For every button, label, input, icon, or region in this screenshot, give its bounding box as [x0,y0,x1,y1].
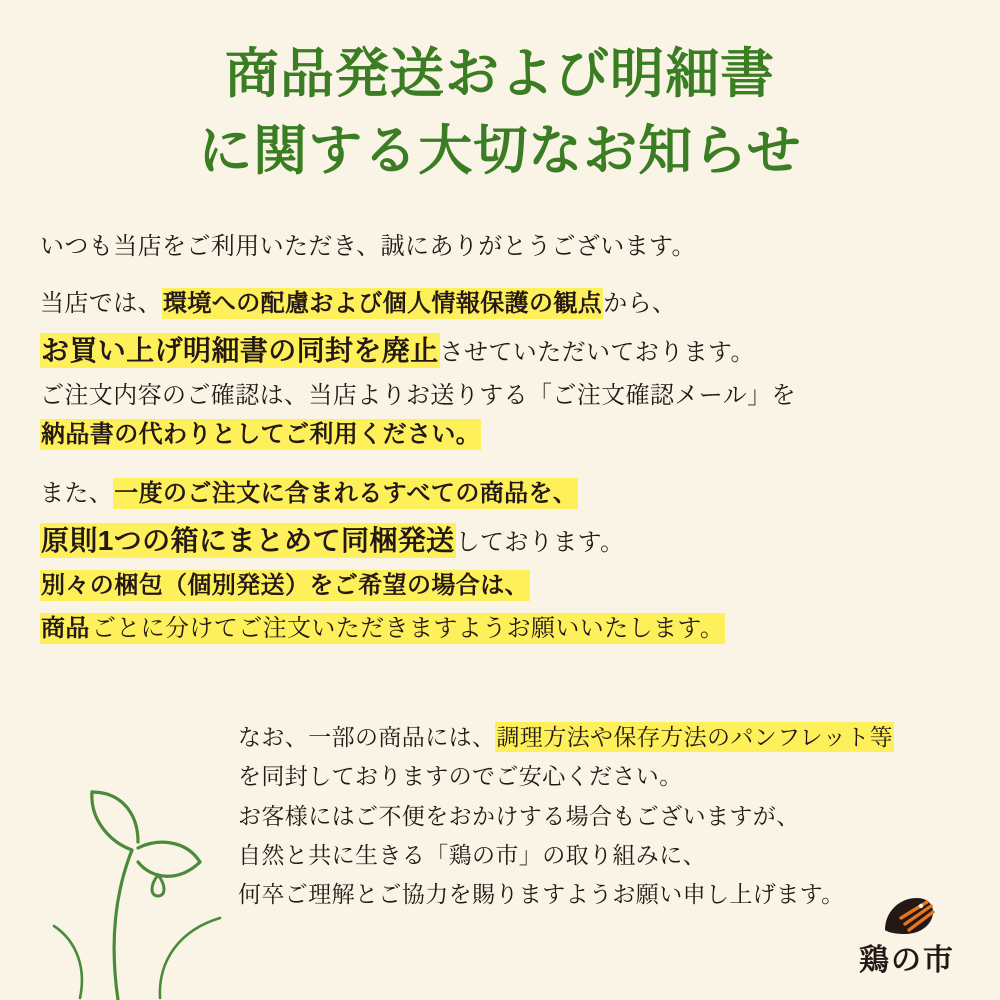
separate-request-row [40,567,960,606]
paragraph-statement-abolished [40,328,960,373]
paragraph-bundle-intro [40,475,960,514]
confirm-mail-text: ご注文内容のご確認は、当店よりお送りする「ご注文確認メール」を [40,382,796,410]
bundle-intro-row [40,475,960,514]
pamphlet-row-1 [238,718,968,757]
brand-effort-row [238,836,968,875]
paragraph-separate-request [40,567,960,606]
policy-intro-highlight: 環境への配慮および個人情報保護の観点 [163,289,603,317]
separate-request-highlight: 別々の梱包（個別発送）をご希望の場合は、 [41,572,529,600]
bundle-rule-row [40,518,960,563]
notice-body [40,228,960,653]
policy-intro-suffix: から、 [603,289,677,317]
confirm-mail-highlight: 納品書の代わりとしてご利用ください。 [41,420,481,448]
paragraph-greeting [40,228,960,267]
pamphlet-suffix: を同封しておりますのでご安心ください。 [238,762,683,789]
statement-abolished-suffix: させていただいております。 [439,338,755,366]
chicken-mark-icon [875,890,939,942]
closing-text: 何卒ご理解とご協力を賜りますようお願い申し上げます。 [238,880,845,907]
pamphlet-prefix: なお、一部の商品には、 [238,724,496,750]
page-title [0,36,1000,189]
statement-abolished-highlight: お買い上げ明細書の同封を廃止 [41,334,439,366]
separate-instruction-highlight-1: 商品 [41,614,90,642]
bundle-intro-highlight: 一度のご注文に含まれるすべての商品を、 [114,479,578,507]
confirm-mail-row-2 [40,416,960,455]
apology-row [238,797,968,836]
page-title-line-2: に関する大切なお知らせ [198,120,802,181]
confirm-mail-row-1 [40,377,960,416]
greeting-text: いつも当店をご利用いただき、誠にありがとうございます。 [40,233,696,260]
paragraph-policy-intro [40,285,960,324]
apology-text: お客様にはご不便をおかけする場合もございますが、 [238,803,800,830]
sprout-illustration [40,730,260,1000]
paragraph-confirm-mail [40,377,960,455]
bundle-rule-suffix: しております。 [455,528,625,556]
paragraph-pamphlet [238,718,968,795]
notice-footer-body [238,718,968,915]
paragraph-separate-instruction [40,610,960,649]
bundle-intro-prefix: また、 [40,479,114,507]
policy-intro-row [40,285,960,324]
statement-abolished-row [40,328,960,373]
separate-instruction-row [40,610,960,649]
brand-logo [842,890,972,976]
paragraph-bundle-rule [40,518,960,563]
page-title-line-1: 商品発送および明細書 [225,44,775,104]
policy-intro-prefix: 当店では、 [40,289,162,317]
brand-logo-text: 鶏の市 [859,944,955,977]
bundle-rule-highlight: 原則1つの箱にまとめて同梱発送 [41,524,455,556]
separate-instruction-highlight-2: ごとに分けてご注文いただきますようお願いいたします。 [91,614,725,642]
brand-effort-text: 自然と共に生きる「鶏の市」の取り組みに、 [238,841,706,868]
pamphlet-highlight: 調理方法や保存方法のパンフレット等 [496,724,894,750]
pamphlet-row-2 [238,757,968,796]
